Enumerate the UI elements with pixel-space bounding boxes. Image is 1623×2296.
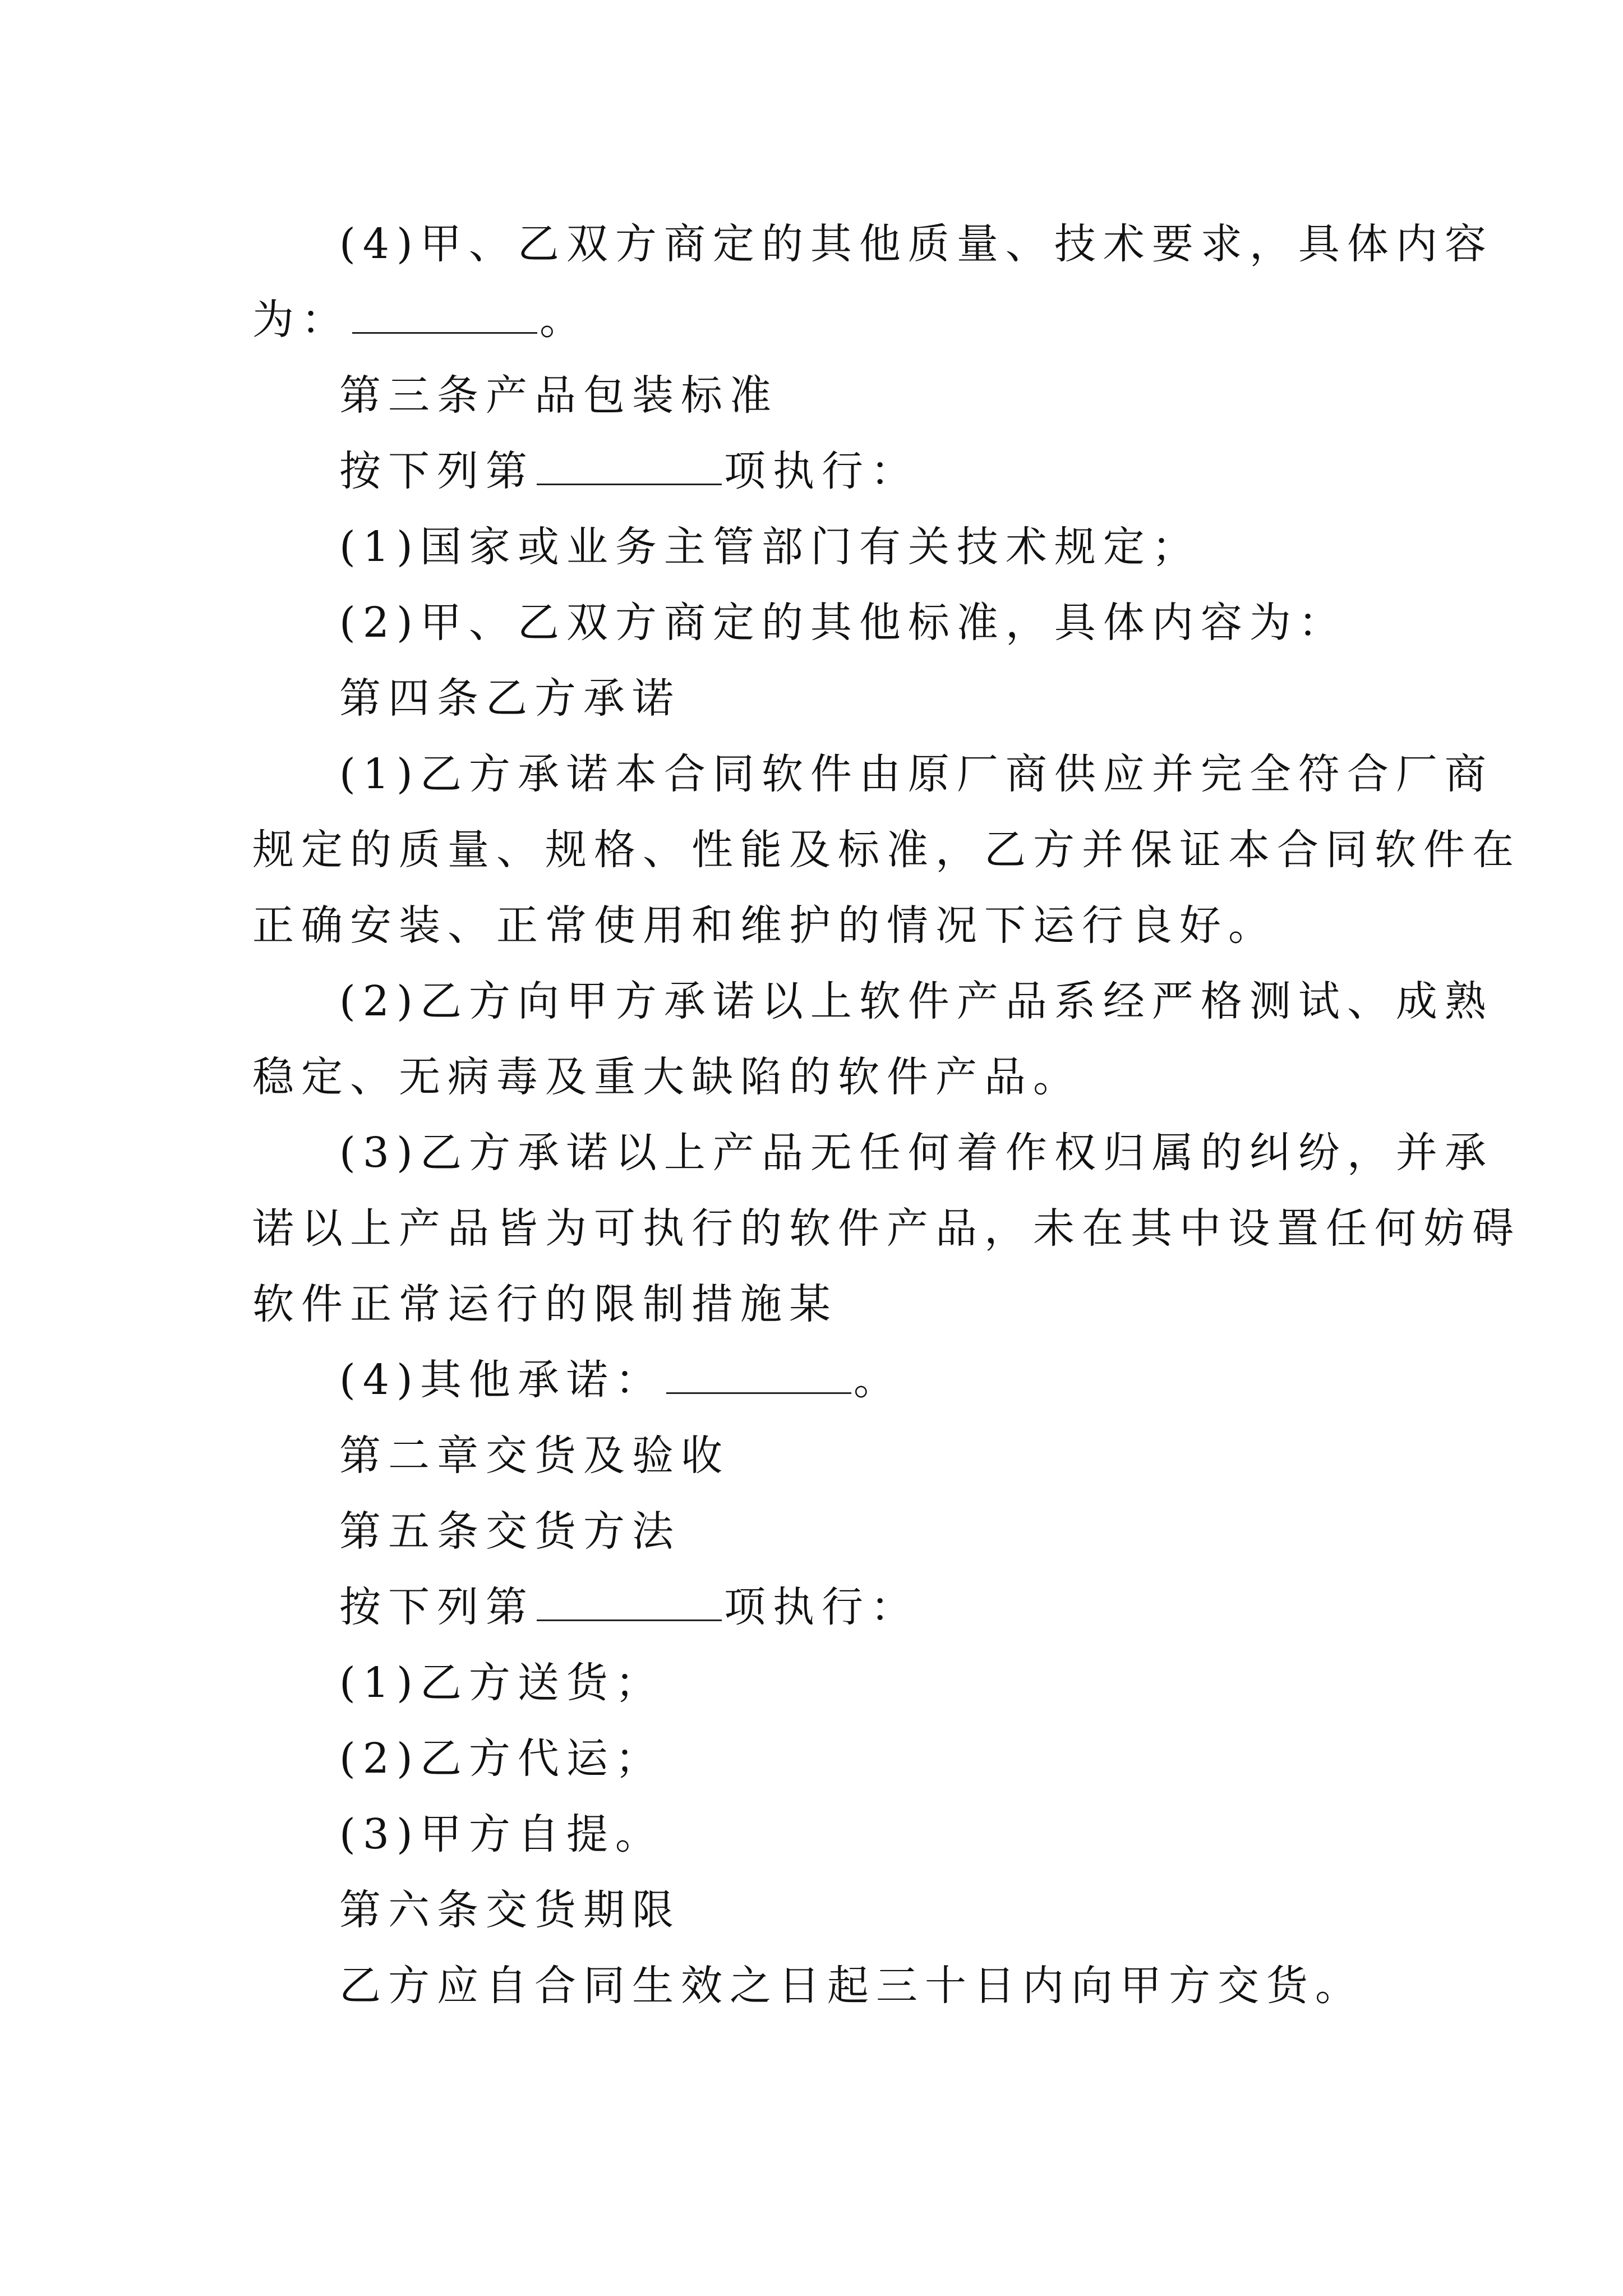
fill-in-blank[interactable] <box>666 1358 851 1394</box>
line-text: 按下列第 <box>339 1583 534 1631</box>
line-text: 规定的质量、规格、性能及标准，乙方并保证本合同软件在 <box>252 826 1521 874</box>
line-text: (1)乙方送货； <box>339 1659 664 1707</box>
line-text: (2)乙方代运； <box>339 1734 664 1783</box>
list-item <box>339 595 1347 651</box>
line-text: (3)甲方自提。 <box>339 1810 664 1858</box>
list-item <box>339 1352 902 1408</box>
section-heading <box>339 367 778 424</box>
paragraph-line <box>252 1200 1521 1257</box>
fill-in-blank[interactable] <box>352 297 537 334</box>
line-text: (1)乙方承诺本合同软件由原厂商供应并完全符合厂商 <box>339 750 1493 798</box>
paragraph-line <box>252 1276 838 1332</box>
line-text: 乙方应自合同生效之日起三十日内向甲方交货。 <box>339 1962 1364 2010</box>
line-text-suffix: 。 <box>540 296 588 344</box>
list-item <box>339 973 1493 1029</box>
list-item <box>339 746 1493 802</box>
paragraph-line <box>252 822 1521 878</box>
line-text: (1)国家或业务主管部门有关技术规定； <box>339 523 1201 571</box>
fill-in-blank[interactable] <box>537 449 722 485</box>
line-text: 正确安装、正常使用和维护的情况下运行良好。 <box>252 901 1277 950</box>
line-text-suffix: 。 <box>853 1356 902 1404</box>
paragraph-line <box>252 292 588 348</box>
list-item <box>339 1655 664 1711</box>
line-text-suffix: 项执行： <box>724 1583 919 1631</box>
paragraph-line <box>339 443 919 499</box>
line-text: 第二章交货及验收 <box>339 1432 730 1480</box>
section-heading <box>339 1503 681 1559</box>
fill-in-blank[interactable] <box>537 1585 722 1621</box>
chapter-heading <box>339 1428 730 1484</box>
line-text: 第六条交货期限 <box>339 1886 681 1934</box>
line-text: 诺以上产品皆为可执行的软件产品，未在其中设置任何妨碍 <box>252 1204 1521 1253</box>
line-text: 第三条产品包装标准 <box>339 371 778 420</box>
line-text: 第四条乙方承诺 <box>339 674 681 723</box>
line-text: (2)甲、乙双方商定的其他标准，具体内容为： <box>339 599 1347 647</box>
paragraph-line <box>252 1049 1082 1105</box>
line-text: (4)其他承诺： <box>339 1356 664 1404</box>
line-text: 软件正常运行的限制措施某 <box>252 1280 838 1328</box>
line-text: 为： <box>252 296 350 344</box>
list-item <box>339 1125 1493 1181</box>
list-item <box>339 519 1201 575</box>
line-text: 按下列第 <box>339 447 534 495</box>
paragraph-line <box>339 1579 919 1635</box>
paragraph-line <box>339 216 1493 272</box>
line-text: 第五条交货方法 <box>339 1507 681 1556</box>
line-text: (2)乙方向甲方承诺以上软件产品系经严格测试、成熟 <box>339 977 1493 1025</box>
line-text: (3)乙方承诺以上产品无任何着作权归属的纠纷，并承 <box>339 1129 1493 1177</box>
section-heading <box>339 670 681 726</box>
list-item <box>339 1731 664 1787</box>
paragraph-line <box>339 1958 1364 2014</box>
line-text: (4)甲、乙双方商定的其他质量、技术要求，具体内容 <box>339 220 1493 268</box>
line-text-suffix: 项执行： <box>724 447 919 495</box>
line-text: 稳定、无病毒及重大缺陷的软件产品。 <box>252 1053 1082 1101</box>
list-item <box>339 1806 664 1862</box>
section-heading <box>339 1882 681 1938</box>
paragraph-line <box>252 898 1277 954</box>
